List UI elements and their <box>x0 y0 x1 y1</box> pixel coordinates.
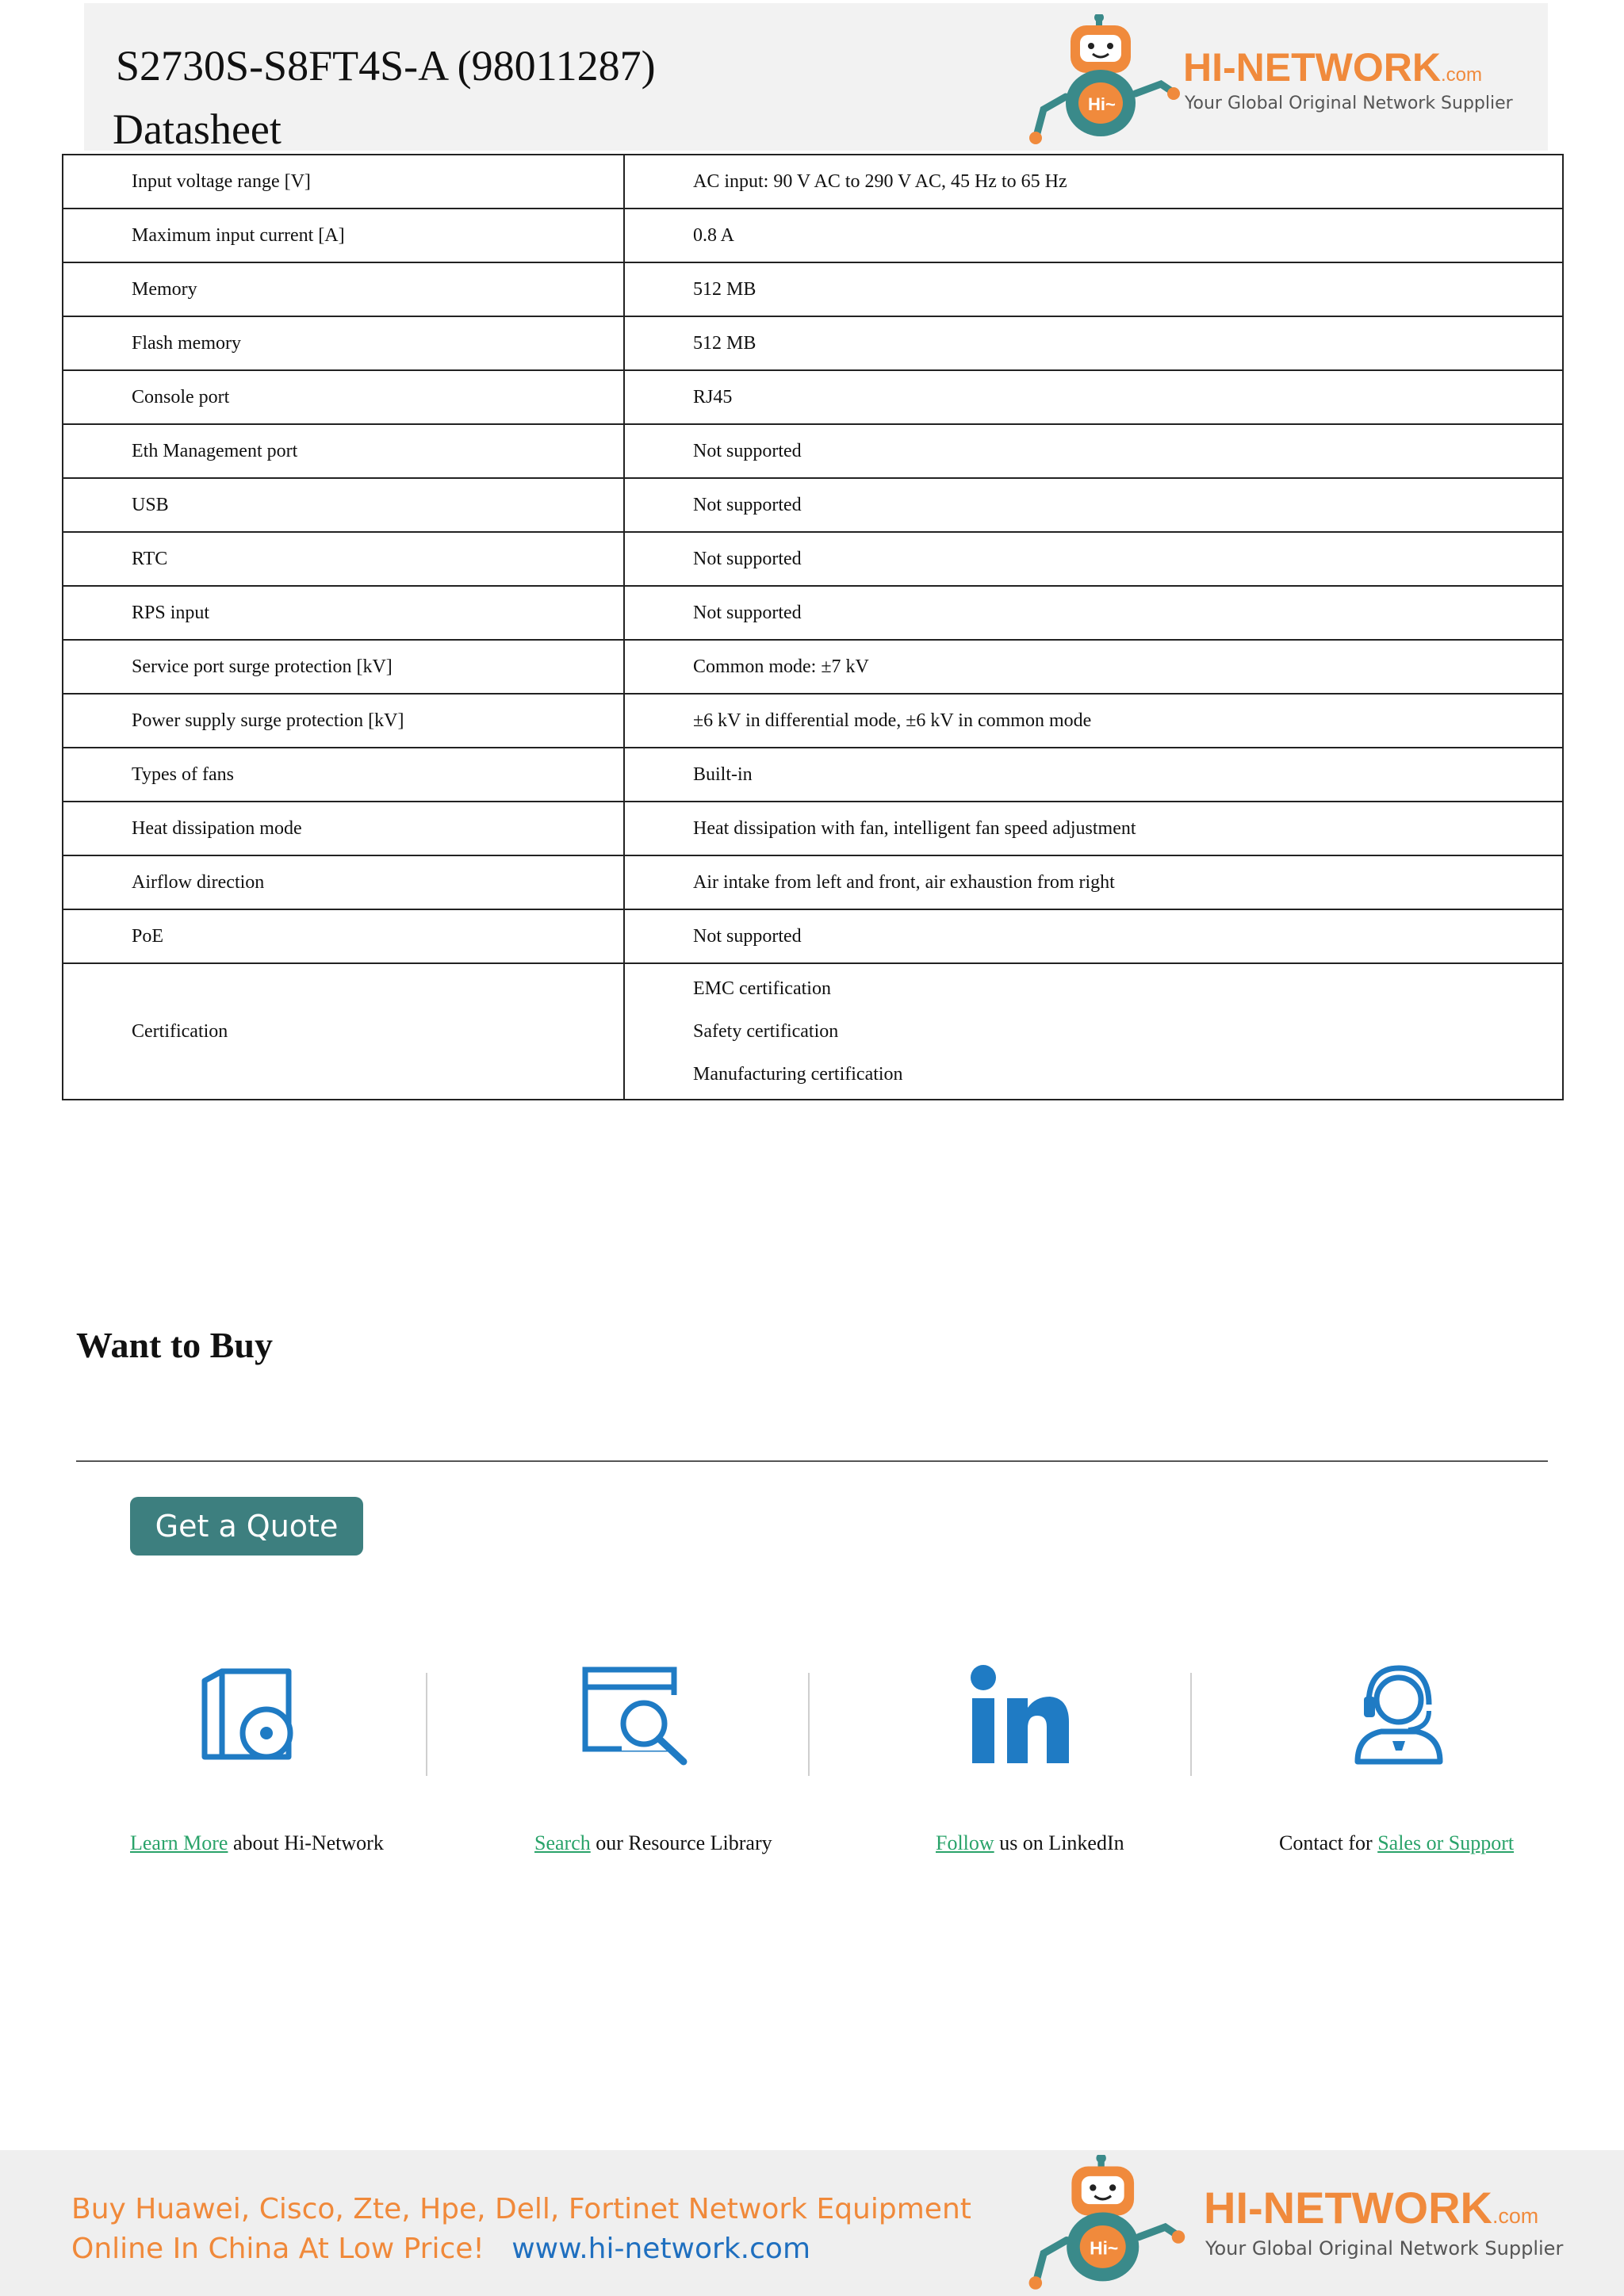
brochure-disc-icon <box>200 1663 303 1766</box>
logo-tagline: Your Global Original Network Supplier <box>1205 2237 1564 2260</box>
sales-support-link[interactable]: Sales or Support <box>1377 1831 1515 1854</box>
logo-badge-text: Hi~ <box>1088 94 1116 114</box>
spec-row <box>63 209 1563 262</box>
spec-row <box>63 855 1563 909</box>
spec-value: Not supported <box>624 478 1563 532</box>
search-caption: Search our Resource Library <box>534 1831 772 1854</box>
spec-value: Not supported <box>624 532 1563 586</box>
spec-value: Built-in <box>624 748 1563 802</box>
logo-badge-text: Hi~ <box>1090 2237 1119 2259</box>
spec-key: Memory <box>63 262 624 316</box>
spec-key: RPS input <box>63 586 624 640</box>
spec-key: Power supply surge protection [kV] <box>63 694 624 748</box>
page-footer <box>0 2150 1624 2296</box>
spec-row <box>63 532 1563 586</box>
certification-item: Safety certification <box>693 1021 839 1042</box>
icon-divider <box>808 1673 810 1776</box>
spec-key: Flash memory <box>63 316 624 370</box>
spec-key: Heat dissipation mode <box>63 802 624 855</box>
spec-key: Certification <box>63 963 624 1100</box>
footer-line-2: Online In China At Low Price! www.hi-network.com <box>71 2233 811 2265</box>
spec-key: Eth Management port <box>63 424 624 478</box>
footer-url: www.hi-network.com <box>511 2233 811 2265</box>
search-link[interactable]: Search <box>534 1831 591 1854</box>
search-library-icon <box>582 1663 693 1766</box>
spec-row <box>63 640 1563 694</box>
contact-caption: Contact for Sales or Support <box>1279 1831 1515 1854</box>
icon-divider <box>426 1673 427 1776</box>
spec-key: USB <box>63 478 624 532</box>
spec-key: Types of fans <box>63 748 624 802</box>
spec-value: Common mode: ±7 kV <box>624 640 1563 694</box>
certification-item: Manufacturing certification <box>693 1064 903 1085</box>
spec-value-list <box>624 963 1563 1100</box>
spec-row <box>63 424 1563 478</box>
spec-key: Input voltage range [V] <box>63 155 624 209</box>
header-logo <box>1028 14 1513 149</box>
robot-mascot-icon <box>1028 14 1186 149</box>
spec-key: Service port surge protection [kV] <box>63 640 624 694</box>
logo-tagline: Your Global Original Network Supplier <box>1185 94 1513 113</box>
linkedin-icon <box>967 1663 1071 1766</box>
follow-link[interactable]: Follow <box>936 1831 994 1854</box>
logo-brand: HI-NETWORK.com <box>1204 2183 1539 2233</box>
spec-row <box>63 802 1563 855</box>
spec-value: RJ45 <box>624 370 1563 424</box>
spec-row <box>63 909 1563 963</box>
logo-brand: HI-NETWORK.com <box>1183 45 1482 90</box>
icon-divider <box>1190 1673 1192 1776</box>
footer-logo <box>1026 2155 1565 2294</box>
spec-value: 512 MB <box>624 262 1563 316</box>
spec-value: 0.8 A <box>624 209 1563 262</box>
spec-row <box>63 262 1563 316</box>
spec-row <box>63 370 1563 424</box>
learn-more-link[interactable]: Learn More <box>130 1831 228 1854</box>
spec-value: AC input: 90 V AC to 290 V AC, 45 Hz to 65 Hz <box>624 155 1563 209</box>
spec-row <box>63 586 1563 640</box>
document-subtitle: Datasheet <box>113 105 282 153</box>
spec-row <box>63 694 1563 748</box>
want-to-buy-heading: Want to Buy <box>76 1325 273 1365</box>
spec-table <box>62 154 1564 1100</box>
spec-key: Airflow direction <box>63 855 624 909</box>
spec-value: Air intake from left and front, air exhaustion from right <box>624 855 1563 909</box>
spec-key: PoE <box>63 909 624 963</box>
spec-row-certification <box>63 963 1563 1100</box>
spec-row <box>63 155 1563 209</box>
document-title: S2730S-S8FT4S-A (98011287) <box>116 42 656 90</box>
spec-row <box>63 316 1563 370</box>
robot-mascot-icon <box>1026 2155 1193 2294</box>
spec-value: Not supported <box>624 909 1563 963</box>
spec-row <box>63 748 1563 802</box>
spec-value: ±6 kV in differential mode, ±6 kV in common mode <box>624 694 1563 748</box>
spec-value: Heat dissipation with fan, intelligent fan speed adjustment <box>624 802 1563 855</box>
certification-item: EMC certification <box>693 978 831 999</box>
spec-row <box>63 478 1563 532</box>
learn-more-caption: Learn More about Hi-Network <box>130 1831 384 1854</box>
get-a-quote-button[interactable]: Get a Quote <box>130 1497 363 1556</box>
footer-line-1: Buy Huawei, Cisco, Zte, Hpe, Dell, Fortinet Network Equipment <box>71 2193 971 2225</box>
section-divider <box>76 1460 1548 1462</box>
customer-support-icon <box>1350 1663 1453 1766</box>
spec-key: Maximum input current [A] <box>63 209 624 262</box>
spec-value: 512 MB <box>624 316 1563 370</box>
follow-caption: Follow us on LinkedIn <box>936 1831 1124 1854</box>
spec-key: RTC <box>63 532 624 586</box>
spec-value: Not supported <box>624 586 1563 640</box>
spec-value: Not supported <box>624 424 1563 478</box>
spec-key: Console port <box>63 370 624 424</box>
